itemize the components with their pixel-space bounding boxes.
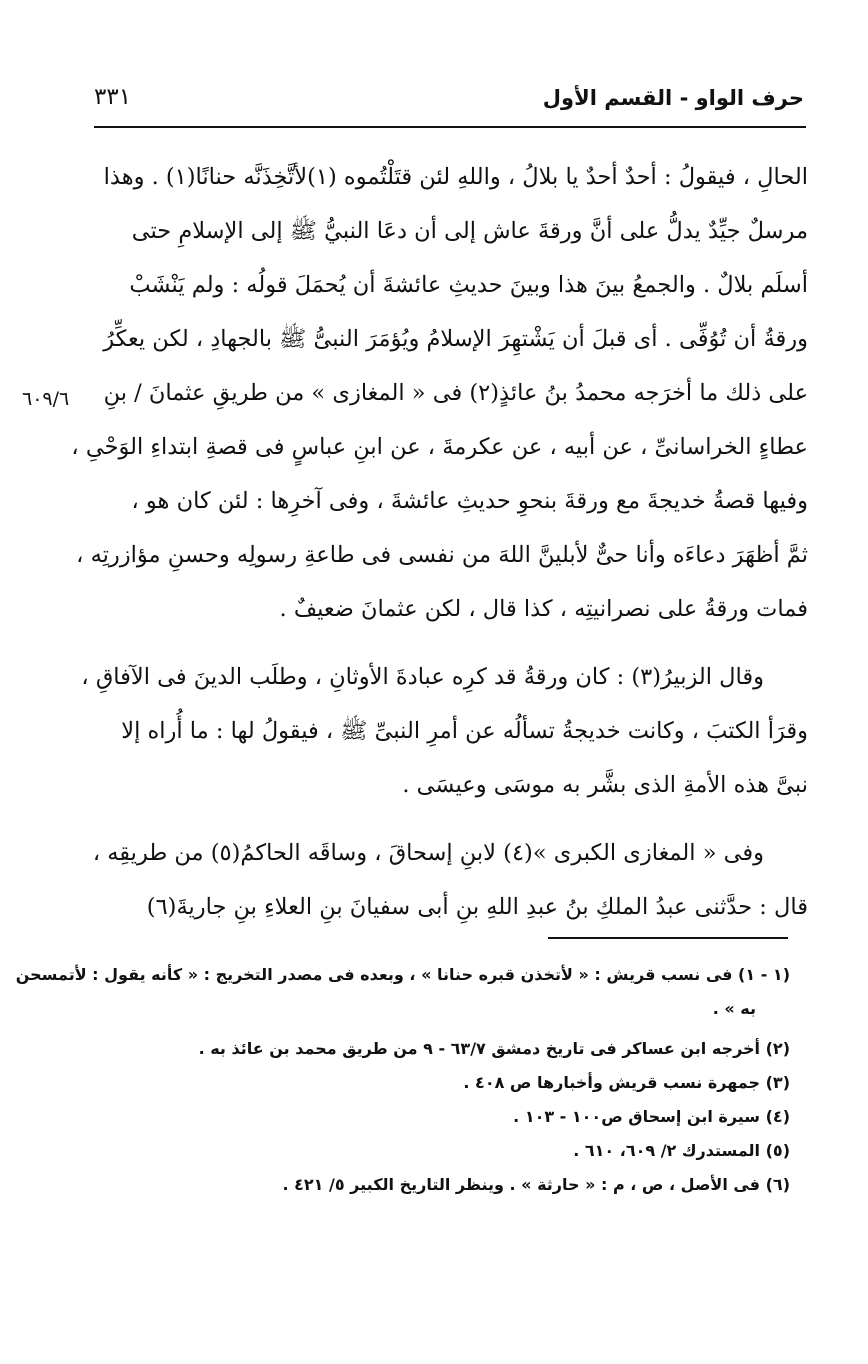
main-text — [71, 150, 808, 934]
footnote-4: (٤) سيرة ابن إسحاق ص١٠٠ - ١٠٣ . — [513, 1107, 790, 1126]
text-line: على ذلك ما أخرَجه محمدُ بنُ عائذٍ(٢) فى « المغازى » من طريقِ عثمانَ / بنِ — [103, 380, 808, 406]
text-line: أسلَم بلالٌ . والجمعُ بينَ هذا وبينَ حديثِ عائشةَ أن يُحمَلَ قولُه : ولم يَنْشَبْ — [129, 272, 808, 298]
text-line: وقال الزبيرُ(٣) : كان ورقةُ قد كرِه عبادةَ الأوثانِ ، وطلَب الدينَ فى الآفاقِ ، — [81, 664, 764, 690]
footnote-rule — [548, 937, 788, 939]
text-line: وقرَأ الكتبَ ، وكانت خديجةُ تسألُه عن أمرِ النبىِّ ﷺ ، فيقولُ لها : ما أُراه إلا — [121, 718, 808, 744]
footnote-3: (٣) جمهرة نسب قريش وأخبارها ص ٤٠٨ . — [463, 1073, 790, 1092]
text-line: مرسلٌ جيِّدٌ يدلُّ على أنَّ ورقةَ عاش إلى أن دعَا النبيُّ ﷺ إلى الإسلامِ حتى — [131, 218, 808, 244]
header-rule — [94, 126, 806, 128]
page-number: ٣٣١ — [94, 84, 132, 110]
text-line: وفيها قصةُ خديجةَ مع ورقةَ بنحوِ حديثِ عائشةَ ، وفى آخرِها : لئن كان هو ، — [131, 488, 808, 514]
text-line: فمات ورقةُ على نصرانيتِه ، كذا قال ، لكن عثمانَ ضعيفٌ . — [279, 596, 808, 622]
text-line: ورقةُ أن تُوُفِّى . أى قبلَ أن يَشْتهِرَ الإسلامُ ويُؤمَرَ النبىُّ ﷺ بالجهادِ ، لكن يعكِّرُ — [103, 326, 808, 352]
text-line: نبىَّ هذه الأمةِ الذى بشَّر به موسَى وعيسَى . — [402, 772, 808, 798]
text-line: ثمَّ أظهَرَ دعاءَه وأنا حىٌّ لأبلينَّ اللهَ من نفسى فى طاعةِ رسولِه وحسنِ مؤازرتِه ، — [76, 542, 808, 568]
footnote-1: (١ - ١) فى نسب قريش : « لأتخذن قبره حنانا » ، وبعده فى مصدر التخريج : « كأنه يقول : لأتمسحن — [15, 965, 790, 984]
footnote-1-continuation: به » . — [712, 999, 756, 1018]
footnote-5: (٥) المستدرك ٢/ ٦٠٩، ٦١٠ . — [573, 1141, 790, 1160]
text-line: عطاءٍ الخراسانىِّ ، عن أبيه ، عن عكرمةَ ، عن ابنِ عباسٍ فى قصةِ ابتداءِ الوَحْىِ ، — [71, 434, 808, 460]
margin-reference: ٦٠٩/٦ — [22, 388, 70, 410]
text-line: وفى « المغازى الكبرى »(٤) لابنِ إسحاقَ ، وساقَه الحاكمُ(٥) من طريقِه ، — [92, 840, 764, 866]
text-line: الحالِ ، فيقولُ : أحدٌ أحدٌ يا بلالُ ، واللهِ لئن قتَلْتُموه (١)لأتَّخِذَنَّه حنانًا(١) . وهذا — [103, 164, 808, 190]
header-title: حرف الواو - القسم الأول — [542, 86, 804, 110]
footnotes — [15, 958, 790, 1202]
footnote-6: (٦) فى الأصل ، ص ، م : « حارثة » . وينظر التاريخ الكبير ٥/ ٤٢١ . — [282, 1175, 790, 1194]
text-line: قال : حدَّثنى عبدُ الملكِ بنُ عبدِ اللهِ بنِ أبى سفيانَ بنِ العلاءِ بنِ جاريةَ(٦) — [146, 894, 808, 920]
footnote-2: (٢) أخرجه ابن عساكر فى تاريخ دمشق ٦٣/٧ - ٩ من طريق محمد بن عائذ به . — [198, 1039, 790, 1058]
running-header — [94, 82, 804, 126]
